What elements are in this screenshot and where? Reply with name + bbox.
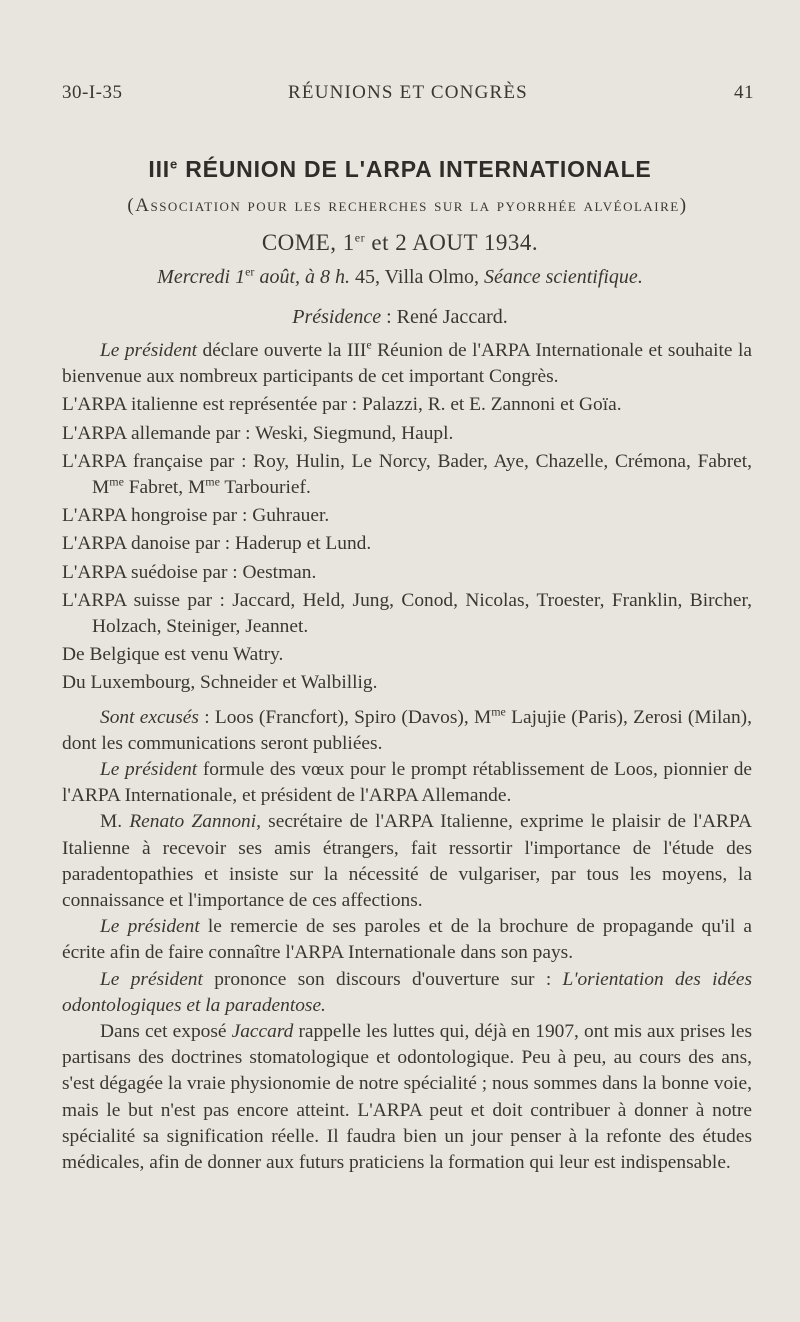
arpa-italienne: L'ARPA italienne est représentée par : Palazzi, R. et E. Zannoni et Goïa. bbox=[62, 394, 622, 416]
article-body bbox=[62, 338, 752, 1176]
paragraph-excuses: Sont excusés : Loos (Francfort), Spiro (Davos), $M^{me}$ Lajujie (Paris), Zerosi (Milan), dont les communications seront publiées. bbox=[62, 704, 752, 754]
arpa-danoise: L'ARPA danoise par : Haderup et Lund. bbox=[62, 533, 372, 555]
paragraph-discours: Le président prononce son discours d'ouverture sur : L'orientation des idées odontologiques et la paradentose. bbox=[62, 968, 753, 1016]
paragraph-expose: Dans cet exposé Jaccard rappelle les luttes qui, déjà en 1907, ont mis aux prises les partisans des doctrines stomatologique et odontologique. Peu à peu, au cours des ans, s'est dégagée la vraie physionomie de notre spécialité ; nous sommes dans la bonne voie, mais le but n'est pas encore atteint. L'ARPA peut et doit contribuer à donner à notre spécialité sa signification réelle. Il faudra bien un jour penser à la refonte des études médicales, afin de donner aux futurs praticiens la formation qui leur est indispensable. bbox=[62, 1021, 752, 1174]
luxembourg: Du Luxembourg, Schneider et Walbillig. bbox=[62, 672, 378, 694]
paragraph-remercie: Le président le remercie de ses paroles et de la brochure de propagande qu'il a écrite afin de faire connaître l'ARPA Internationale dans son pays. bbox=[62, 916, 752, 964]
section-title: RÉUNIONS ET CONGRÈS bbox=[288, 82, 528, 103]
article-subtitle: (Association pour les recherches sur la pyorrhée alvéolaire) bbox=[127, 195, 688, 216]
paragraph-voeux: Le président formule des vœux pour le prompt rétablissement de Loos, pionnier de l'ARPA Internationale, et président de l'ARPA Allemande. bbox=[62, 759, 752, 807]
arpa-allemande: L'ARPA allemande par : Weski, Siegmund, Haupl. bbox=[62, 422, 454, 444]
arpa-hongroise: L'ARPA hongroise par : Guhrauer. bbox=[62, 505, 330, 527]
arpa-suedoise: L'ARPA suédoise par : Oestman. bbox=[62, 561, 317, 583]
running-head bbox=[62, 82, 754, 110]
paragraph-opening: Le président déclare ouverte la IIIe Réunion de l'ARPA Internationale et souhaite la bienvenue aux nombreux participants de cet important Congrès. bbox=[62, 337, 752, 388]
page-number: 41 bbox=[734, 82, 754, 103]
arpa-suisse: L'ARPA suisse par : Jaccard, Held, Jung, Conod, Nicolas, Troester, Franklin, Bircher, Holzach, Steiniger, Jeannet. bbox=[62, 589, 752, 638]
issue-date: 30-I-35 bbox=[62, 82, 123, 103]
place-date-line: COME, 1er et 2 AOUT 1934. bbox=[261, 230, 539, 255]
presidence-line: Présidence : René Jaccard. bbox=[292, 306, 508, 328]
belgique: De Belgique est venu Watry. bbox=[62, 644, 284, 666]
session-line: Mercredi 1er août, à 8 h. 45, Villa Olmo, Séance scientifique. bbox=[157, 264, 643, 288]
arpa-francaise: L'ARPA française par : Roy, Hulin, Le Norcy, Bader, Aye, Chazelle, Crémona, Fabret, $M^{me}$ Fabret, $M^{me}$ Tarbourief. bbox=[62, 450, 752, 499]
paragraph-zannoni: M. Renato Zannoni, secrétaire de l'ARPA Italienne, exprime le plaisir de l'ARPA Italienne à recevoir ses amis étrangers, fait ressortir l'importance de l'étude des paradentopathies et insiste sur la nécessité de vulgariser, par tous les moyens, la connaissance et l'importance de ces affections. bbox=[62, 811, 752, 912]
article-title: IIIe RÉUNION DE L'ARPA INTERNATIONALE bbox=[148, 156, 652, 182]
